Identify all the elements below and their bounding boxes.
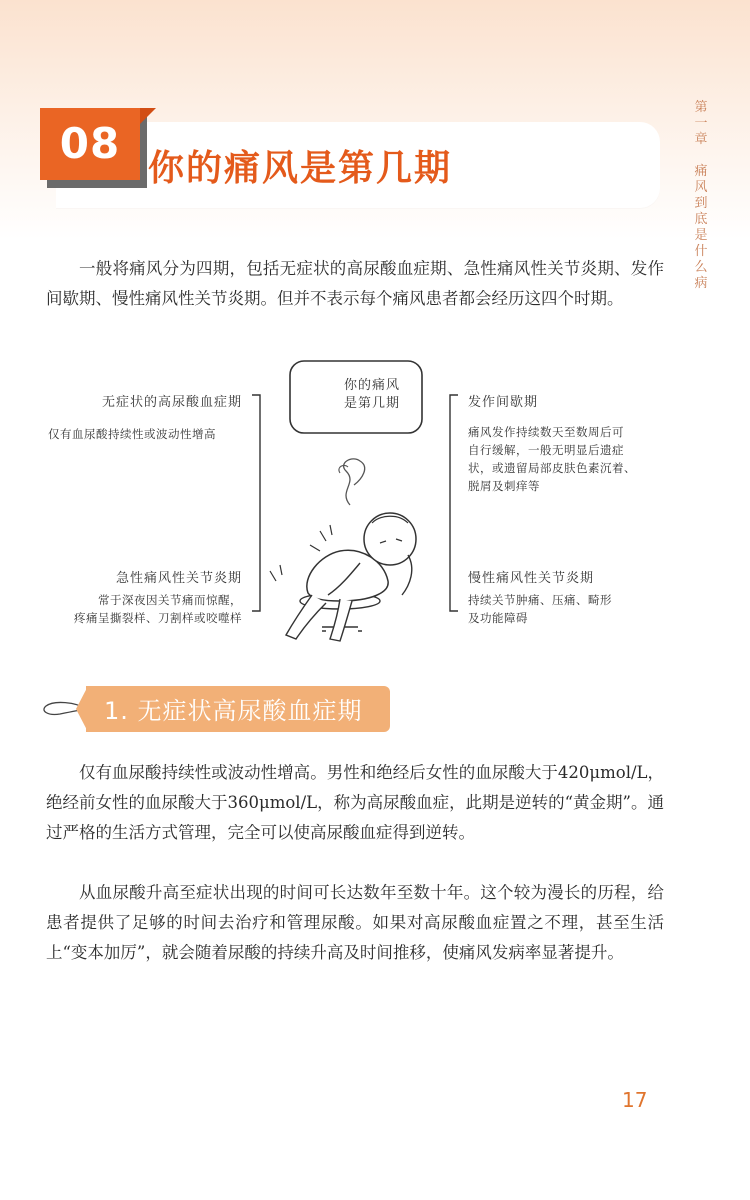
section-paragraph-1: 仅有血尿酸持续性或波动性增高。男性和绝经后女性的血尿酸大于420μmol/L，绝经前女性的血尿酸大于360μmol/L，称为高尿酸血症，此期是逆转的“黄金期”。通过严格的生活方式管理，完全可以使高尿酸血症得到逆转。 <box>46 763 664 842</box>
center-line-1: 你的痛风 <box>343 378 400 393</box>
stage-2-desc-2: 疼痛呈撕裂样、刀割样或咬噬样 <box>74 611 242 625</box>
stage-4-title: 慢性痛风性关节炎期 <box>468 571 595 586</box>
stage-2-desc-1: 常于深夜因关节痛而惊醒， <box>98 593 242 607</box>
stage-3-desc-2: 自行缓解，一般无明显后遗症 <box>468 443 624 457</box>
stage-2-title: 急性痛风性关节炎期 <box>115 571 242 586</box>
stage-4-desc-2: 及功能障碍 <box>468 611 528 625</box>
badge-corner <box>140 108 156 124</box>
stage-diagram <box>40 355 680 655</box>
chapter-number: 第一章 <box>694 100 708 147</box>
stage-3-title: 发作间歇期 <box>468 395 539 410</box>
chapter-title: 痛风到底是什么病 <box>694 164 708 291</box>
stage-3-desc-4: 脱屑及刺痒等 <box>468 479 540 493</box>
section-paragraph-2: 从血尿酸升高至症状出现的时间可长达数年至数十年。这个较为漫长的历程，给患者提供了足够的时间去治疗和管理尿酸。如果对高尿酸血症置之不理，甚至生活上“变本加厉”，就会随着尿酸的持续升高及时间推移，使痛风发病率显著提升。 <box>46 883 664 962</box>
stage-3-desc-1: 痛风发作持续数天至数周后可 <box>468 425 624 439</box>
stage-1-title: 无症状的高尿酸血症期 <box>101 395 242 410</box>
page-number: 17 <box>622 1088 648 1112</box>
center-line-2: 是第几期 <box>343 396 400 411</box>
intro-paragraph: 一般将痛风分为四期，包括无症状的高尿酸血症期、急性痛风性关节炎期、发作间歇期、慢性痛风性关节炎期。但并不表示每个痛风患者都会经历这四个时期。 <box>46 259 664 308</box>
stage-3-desc-3: 状，或遗留局部皮肤色素沉着、 <box>468 461 636 475</box>
section-number-badge: 08 <box>40 108 140 180</box>
page-title: 你的痛风是第几期 <box>148 148 453 189</box>
section-title: 1. 无症状高尿酸血症期 <box>104 697 363 725</box>
stage-4-desc-1: 持续关节肿痛、压痛、畸形 <box>468 593 612 607</box>
stage-1-desc: 仅有血尿酸持续性或波动性增高 <box>48 427 216 441</box>
chapter-side-label <box>692 100 710 292</box>
